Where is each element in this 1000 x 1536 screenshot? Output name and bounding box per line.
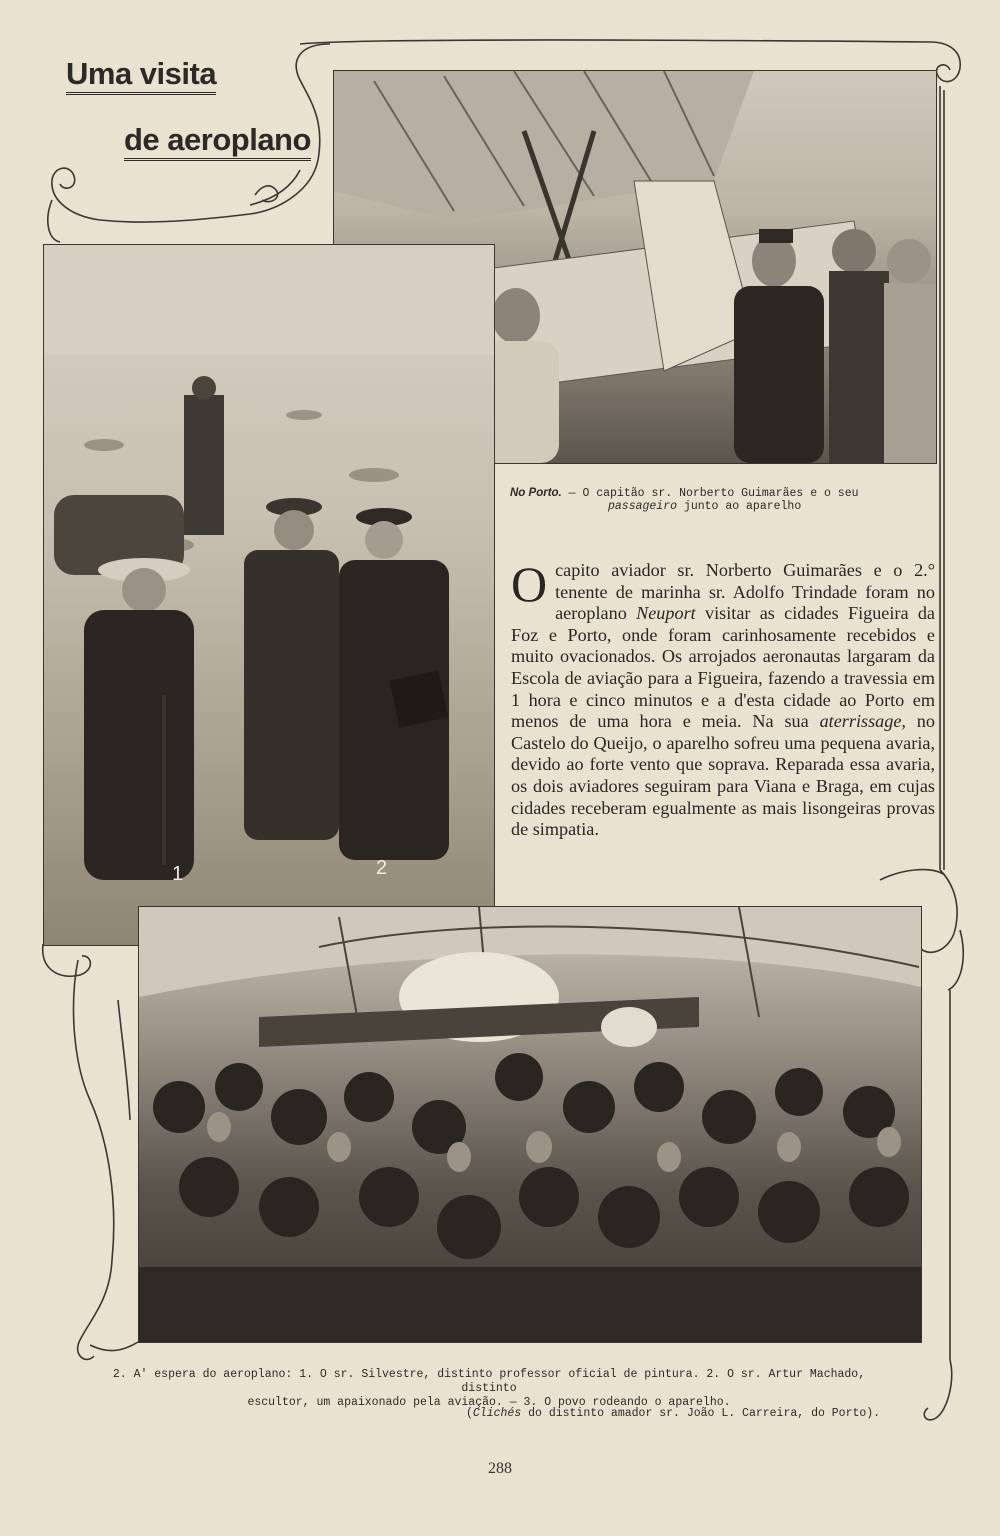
credit-rest: do distinto amador sr. João L. Carreira, do Porto). (521, 1407, 881, 1420)
photo-marker-1: 1 (172, 863, 184, 885)
title-line-1: Uma visita (66, 56, 216, 92)
caption-bottom-line-2: escultor, um apaixonado pela aviação. — 3. O povo rodeando o aparelho. (247, 1396, 731, 1409)
caption-top-photo (510, 487, 930, 513)
article-neuport: Neuport (636, 603, 696, 624)
photo-crowd-around-aeroplane (138, 906, 922, 1343)
photo-marker-2: 2 (376, 857, 388, 879)
caption-top-text: — O capitão sr. Norberto Guimarães e o seu (561, 487, 859, 500)
article-part-2: visitar as cidades Figueira da Foz e Porto, onde foram carinhosamente recebidos e muito ovacionados. Os arrojados aeronautas largaram da Escola de aviação para a Figueira, fazendo a travessia em 1 hora e cinco minutos e a d'esta cidade ao Porto em menos de uma hora e meia. Na sua (511, 603, 935, 732)
title-line-2: de aeroplano (124, 122, 311, 158)
caption-top-lead: No Porto. (510, 487, 562, 499)
article-part-3: no Castelo do Queijo, o aparelho sofreu uma pequena avaria, devido ao forte vento que soprava. Reparada essa avaria, os dois aviadores seguiram para Viana e Braga, em cujas cidades receberam egualmente as mais lisongeiras provas de simpatia. (511, 711, 935, 840)
caption-bottom-line-1: 2. A' espera do aeroplano: 1. O sr. Silvestre, distinto professor oficial de pintura. 2. O sr. Artur Machado, distinto (112, 1368, 866, 1395)
photo-field-illustration (44, 245, 494, 945)
photo-credit (466, 1407, 880, 1420)
article-part-1: capito aviador sr. Norberto Guimarães e o 2.° tenente de marinha sr. Adolfo Trindade foram no aeroplano (555, 560, 935, 624)
caption-top-tail: junto ao aparelho (677, 500, 802, 513)
article-body (511, 556, 935, 841)
credit-open: ( (466, 1407, 473, 1420)
drop-cap: O (511, 556, 548, 612)
page-number: 288 (488, 1460, 512, 1477)
credit-cliches: Clichés (472, 1407, 522, 1420)
article-aterrissage: aterrissage, (819, 711, 906, 732)
photo-crowd-illustration (139, 907, 921, 1342)
caption-bottom (84, 1368, 894, 1410)
caption-top-italic: passageiro (608, 500, 678, 513)
photo-waiting-for-aeroplane (43, 244, 495, 946)
